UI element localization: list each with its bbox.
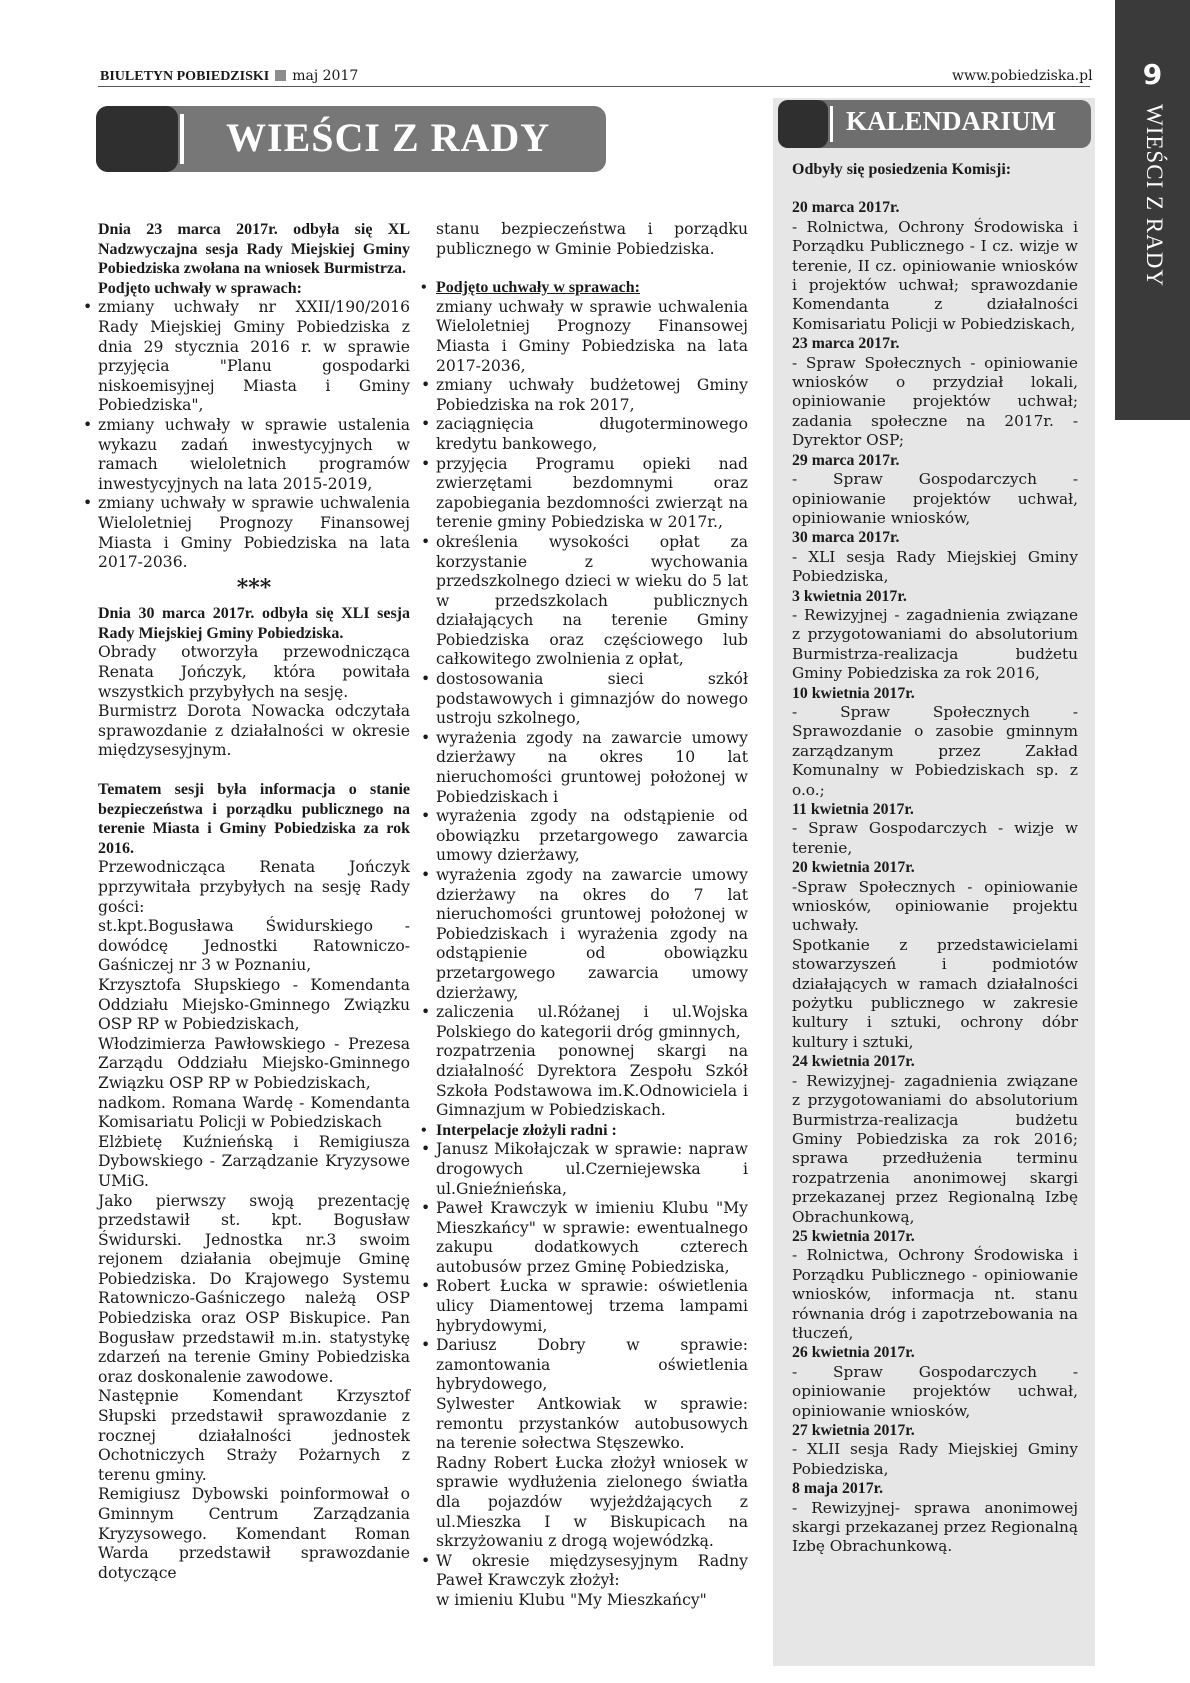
paragraph-heading: Dnia 23 marca 2017r. odbyła się XL Nadzwyczajna sesja Rady Miejskiej Gminy Pobiedziska zwołana na wniosek Burmistrza. [98, 221, 410, 278]
bullet-item: • zmiany uchwały w sprawie ustalenia wykazu zadań inwestycyjnych w ramach wieloletnich programów inwestycyjnych na lata 2015-2019, [98, 416, 410, 494]
meeting-date: 27 kwietnia 2017r. [792, 1422, 915, 1439]
paragraph-heading: Podjęto uchwały w sprawach: [98, 279, 302, 297]
meeting-date: 3 kwietnia 2017r. [792, 587, 907, 605]
paragraph: w imieniu Klubu "My Mieszkańcy" [436, 1590, 707, 1609]
section-tab-title: WIEŚCI Z RADY [1142, 104, 1167, 287]
paragraph: Elżbietę Kuźnieńską i Remigiusza Dybowskiego - Zarządzanie Kryzysowe UMiG. [98, 1132, 410, 1190]
running-header [100, 68, 358, 85]
page-number: 9 [1142, 58, 1163, 91]
website-link[interactable]: www.pobiedziska.pl [952, 68, 1093, 84]
bullet-item: • przyjęcia Programu opieki nad zwierzętami bezdomnymi oraz zapobiegania bezdomności zwierząt na terenie gminy Pobiedziska w 2017r., [436, 455, 748, 533]
kalendarium-banner [778, 100, 1091, 148]
header-rule [98, 86, 1090, 87]
kalendarium-dark-block [778, 100, 828, 148]
paragraph: - Spraw Społecznych - Sprawozdanie o zasobie gminnym zarządzanym przez Zakład Komunalny w Pobiedziskach sp. z o.o.; [792, 702, 1078, 799]
paragraph: Burmistrz Dorota Nowacka odczytała sprawozdanie z działalności w okresie międzysesyjnym. [98, 702, 410, 760]
paragraph: stanu bezpieczeństwa i porządku publicznego w Gminie Pobiedziska. [436, 220, 748, 258]
spacer [792, 179, 1078, 198]
bullet-item: • wyrażenia zgody na odstąpienie od obowiązku przetargowego zawarcia umowy dzierżawy, [436, 807, 748, 866]
paragraph: - Rewizyjnej- zagadnienia związane z przygotowaniami do absolutorium Burmistrza-realizacja budżetu Gminy Pobiedziska za rok 2016; sprawa przedłużenia terminu rozpatrzenia anonimowej skargi przekazanej przez Regionalną Izbę Obrachunkową, [792, 1071, 1078, 1226]
bullet-item: • Dariusz Dobry w sprawie: zamontowania oświetlenia hybrydowego, [436, 1336, 748, 1395]
bullet-item: • określenia wysokości opłat za korzystanie z wychowania przedszkolnego dzieci w wieku do 5 lat w przedszkolach publicznych działających na terenie Gminy Pobiedziska oraz częściowego lub całkowitego zwolnienia z opłat, [436, 533, 748, 670]
page-title: WIEŚCI Z RADY [226, 115, 551, 160]
section-banner [96, 106, 606, 172]
paragraph-heading: • Podjęto uchwały w sprawach: [436, 278, 748, 298]
spacer [98, 761, 410, 780]
bullet-item: • Robert Łucka w sprawie: oświetlenia ulicy Diamentowej trzema lampami hybrydowymi, [436, 1277, 748, 1336]
paragraph: Następnie Komendant Krzysztof Słupski przedstawił sprawozdanie z rocznej działalności jednostek Ochotniczych Straży Pożarnych z terenu gminy. [98, 1387, 410, 1484]
paragraph-heading: • Interpelacje złożyli radni : [436, 1121, 748, 1141]
paragraph: Sylwester Antkowiak w sprawie: remontu przystanków autobusowych na terenie sołectwa Stęszewko. [436, 1395, 748, 1453]
paragraph: - Rewizyjnej- sprawa anonimowej skargi przekazanej przez Regionalną Izbę Obrachunkową. [792, 1498, 1078, 1556]
bullet-item: • Janusz Mikołajczak w sprawie: napraw drogowych ul.Czerniejewska i ul.Gnieźnieńska, [436, 1140, 748, 1199]
meeting-date: 20 kwietnia 2017r. [792, 859, 915, 877]
section-divider: *** [236, 574, 272, 601]
paragraph: - Spraw Gospodarczych - opiniowanie projektów uchwał, opiniowanie wniosków, [792, 470, 1078, 527]
bullet-item: • zmiany uchwały w sprawie uchwalenia Wieloletniej Prognozy Finansowej Miasta i Gminy Pobiedziska na lata 2017-2036. [98, 494, 410, 572]
kalendarium-divider [830, 106, 833, 142]
paragraph-heading: Tematem sesji była informacja o stanie bezpieczeństwa i porządku publicznego na terenie Miasta i Gminy Pobiedziska za rok 2016. [98, 781, 410, 857]
paragraph: - Rolnictwa, Ochrony Środowiska i Porządku Publicznego - I cz. wizje w terenie, II cz. opiniowanie wniosków i projektów uchwał; sprawozdanie Komendanta z działalności Komisariatu Policji w Pobiedziskach, [792, 217, 1078, 333]
paragraph: st.kpt.Bogusława Świdurskiego - dowódcę Jednostki Ratowniczo-Gaśniczej nr 3 w Poznaniu, [98, 917, 410, 975]
meeting-date: 30 marca 2017r. [792, 529, 900, 547]
bullet-item: • zmiany uchwały budżetowej Gminy Pobiedziska na rok 2017, [436, 376, 748, 415]
meeting-date: 8 maja 2017r. [792, 1480, 884, 1498]
paragraph: - Rolnictwa, Ochrony Środowiska i Porządku Publicznego - opiniowanie wniosków, informacja nt. stanu równania dróg i zapotrzebowania na tłuczeń, [792, 1246, 1078, 1342]
kalendarium-title: KALENDARIUM [846, 106, 1057, 136]
meeting-date: 20 marca 2017r. [792, 199, 900, 217]
bullet-item: • zaciągnięcia długoterminowego kredytu bankowego, [436, 415, 748, 454]
paragraph: - Spraw Gospodarczych - wizje w terenie, [792, 819, 1078, 857]
meeting-date: 25 kwietnia 2017r. [792, 1227, 915, 1245]
paragraph: - Spraw Społecznych - opiniowanie wniosków o przydział lokali, opiniowanie projektów uchwał; zadania społeczne na 2017r. - Dyrektor OSP; [792, 353, 1078, 450]
meeting-date: 26 kwietnia 2017r. [792, 1344, 915, 1362]
kalendarium-intro: Odbyły się posiedzenia Komisji: [792, 161, 1012, 178]
bullet-item: • dostosowania sieci szkół podstawowych i gimnazjów do nowego ustroju szkolnego, [436, 670, 748, 729]
bullet-item: • wyrażenia zgody na zawarcie umowy dzierżawy na okres 10 lat nieruchomości gruntowej położonej w Pobiedziskach i [436, 729, 748, 807]
kalendarium-column [792, 160, 1078, 1557]
bullet-item: • zmiany uchwały nr XXII/190/2016 Rady Miejskiej Gminy Pobiedziska z dnia 29 stycznia 2016 r. w sprawie przyjęcia "Planu gospodarki niskoemisyjnej Miasta i Gminy Pobiedziska", [98, 298, 410, 416]
paragraph-heading: Dnia 30 marca 2017r. odbyła się XLI sesja Rady Miejskiej Gminy Pobiedziska. [98, 605, 410, 642]
bullet-item: • zaliczenia ul.Różanej i ul.Wojska Polskiego do kategorii dróg gminnych, [436, 1003, 748, 1042]
paragraph: Krzysztofa Słupskiego - Komendanta Oddziału Miejsko-Gminnego Związku OSP RP w Pobiedziskach, [98, 975, 410, 1034]
paragraph: - Rewizyjnej - zagadnienia związane z przygotowaniami do absolutorium Burmistrza-realizacja budżetu Gminy Pobiedziska za rok 2016, [792, 605, 1078, 683]
paragraph: nadkom. Romana Wardę - Komendanta Komisariatu Policji w Pobiedziskach [98, 1093, 410, 1132]
bullet-item: • Paweł Krawczyk w imieniu Klubu "My Mieszkańcy" w sprawie: ewentualnego zakupu dodatkowych czterech autobusów przez Gminę Pobiedziska, [436, 1199, 748, 1277]
article-column-2 [436, 220, 748, 1611]
banner-dark-block [96, 106, 178, 172]
publication-name: BIULETYN POBIEDZISKI [100, 69, 270, 84]
paragraph: Spotkanie z przedstawicielami stowarzyszeń i podmiotów działających w ramach działalności pożytku publicznego w zakresie kultury i sztuki, ochrony dóbr kultury i sztuki, [792, 935, 1078, 1051]
banner-divider [180, 114, 184, 164]
bullet-item: • W okresie międzysesyjnym Radny Paweł Krawczyk złożył: [436, 1552, 748, 1591]
meeting-date: 10 kwietnia 2017r. [792, 684, 915, 702]
paragraph: - XLII sesja Rady Miejskiej Gminy Pobiedziska, [792, 1440, 1078, 1478]
article-column-1 [98, 220, 410, 1583]
paragraph: -Spraw Społecznych - opiniowanie wniosków, opiniowanie projektu uchwały. [792, 877, 1078, 935]
issue-date: maj 2017 [292, 68, 359, 84]
meeting-date: 11 kwietnia 2017r. [792, 801, 914, 818]
paragraph: - Spraw Gospodarczych - opiniowanie projektów uchwał, opiniowanie wniosków, [792, 1362, 1078, 1420]
meeting-date: 23 marca 2017r. [792, 335, 900, 353]
bullet-item: • wyrażenia zgody na zawarcie umowy dzierżawy na okres do 7 lat nieruchomości gruntowej położonej w Pobiedziskach i wyrażenia zgody na odstąpienie od obowiązku przetargowego zawarcia umowy dzierżawy, [436, 866, 748, 1003]
paragraph: Obrady otworzyła przewodnicząca Renata Jończyk, która powitała wszystkich przybyłych na sesję. [98, 643, 410, 701]
paragraph: Włodzimierza Pawłowskiego - Prezesa Zarządu Oddziału Miejsko-Gminnego Związku OSP RP w Pobiedziskach, [98, 1034, 410, 1092]
separator-square-icon [275, 70, 286, 81]
paragraph: Radny Robert Łucka złożył wniosek w sprawie wydłużenia zielonego światła dla pojazdów wyjeżdżających z ul.Mieszka I w Biskupicach na skrzyżowaniu z drogą wojewódzką. [436, 1453, 748, 1551]
paragraph: rozpatrzenia ponownej skargi na działalność Dyrektora Zespołu Szkół Szkoła Podstawowa im.K.Odnowiciela i Gimnazjum w Pobiedziskach. [436, 1042, 748, 1120]
paragraph: Jako pierwszy swoją prezentację przedstawił st. kpt. Bogusław Świdurski. Jednostka nr.3 swoim rejonem działania obejmuje Gminę Pobiedziska. Do Krajowego Systemu Ratowniczo-Gaśniczego należą OSP Pobiedziska oraz OSP Biskupice. Pan Bogusław przedstawił m.in. statystykę zdarzeń na terenie Gminy Pobiedziska oraz doskonalenie zawodowe. [98, 1191, 410, 1386]
paragraph: Remigiusz Dybowski poinformował o Gminnym Centrum Zarządzania Kryzysowego. Komendant Roman Warda przedstawił sprawozdanie dotyczące [98, 1485, 410, 1582]
paragraph: Przewodnicząca Renata Jończyk pprzywitała przybyłych na sesję Rady gości: [98, 858, 410, 916]
paragraph: zmiany uchwały w sprawie uchwalenia Wieloletniej Prognozy Finansowej Miasta i Gminy Pobiedziska na lata 2017-2036, [436, 297, 748, 375]
paragraph: - XLI sesja Rady Miejskiej Gminy Pobiedziska, [792, 547, 1078, 586]
meeting-date: 29 marca 2017r. [792, 451, 900, 469]
spacer [436, 259, 748, 278]
section-tab [1115, 0, 1190, 420]
meeting-date: 24 kwietnia 2017r. [792, 1053, 915, 1071]
